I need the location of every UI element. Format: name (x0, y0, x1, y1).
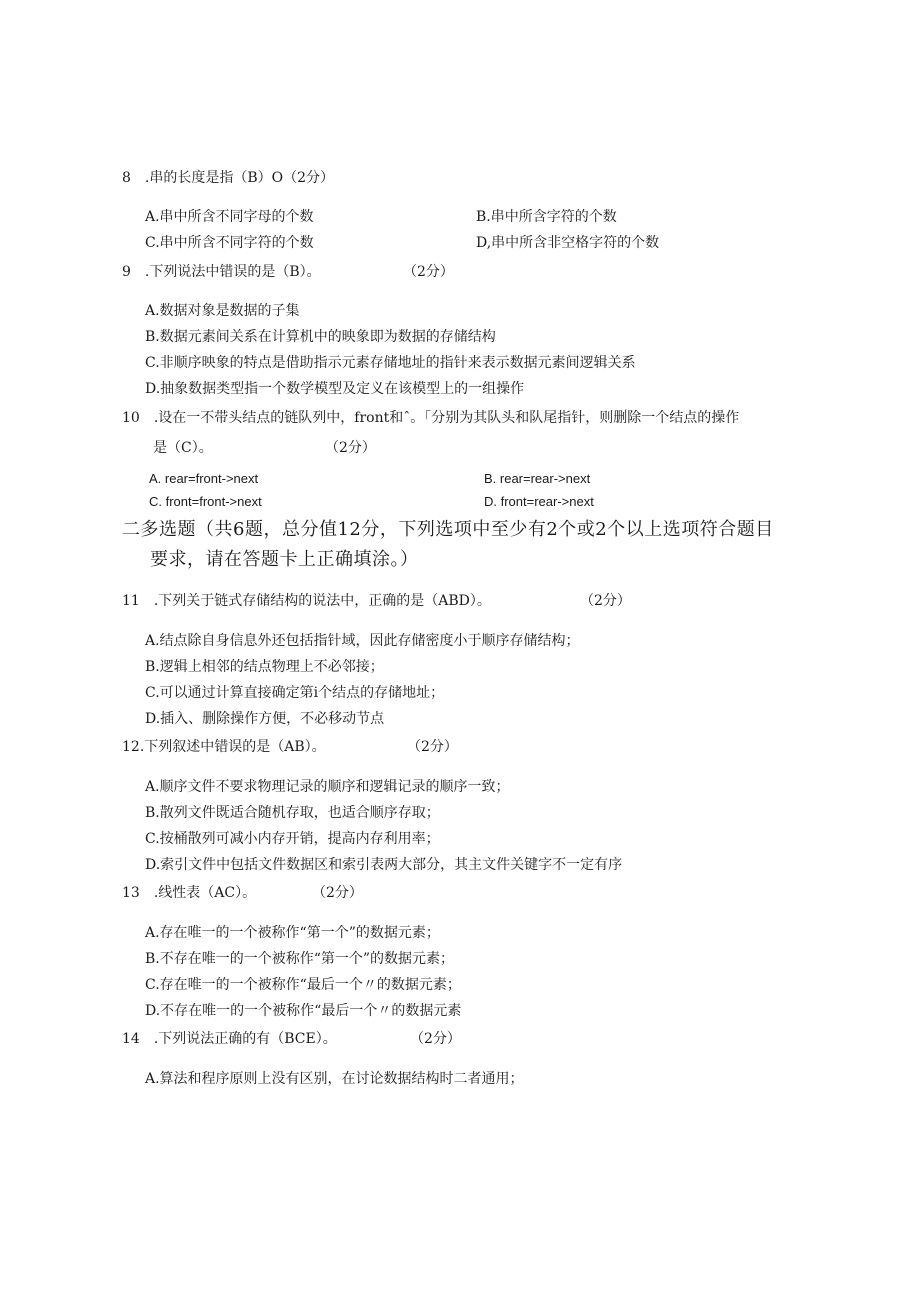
q13-option-a: A.存在唯一的一个被称作“第一个”的数据元素； (145, 925, 440, 941)
q10-stem-line1: 10 .设在一不带头结点的链队列中，front和ˆ。「分别为其队头和队尾指针，则删除一个结点的操作 (122, 410, 740, 426)
q13-option-d: D.不存在唯一的一个被称作“最后一个〃的数据元素 (145, 1003, 462, 1019)
q14-stem: 14 .下列说法正确的有（BCE）。 (122, 1031, 337, 1047)
q11-option-a: A.结点除自身信息外还包括指针域，因此存储密度小于顺序存储结构； (145, 633, 580, 649)
q8-option-b: B.串中所含字符的个数 (476, 209, 617, 225)
q11-score: （2分） (580, 593, 631, 609)
q8-option-d: D,串中所含非空格字符的个数 (476, 235, 660, 251)
q11-option-c: C.可以通过计算直接确定第i个结点的存储地址； (145, 685, 445, 701)
q8-stem: 8 .串的长度是指（B）O（2分） (122, 170, 335, 186)
q14-option-a: A.算法和程序原则上没有区别，在讨论数据结构时二者通用； (145, 1071, 524, 1087)
q8-option-a: A.串中所含不同字母的个数 (145, 209, 314, 225)
q10-option-c: C. front=front->next (149, 494, 262, 509)
q12-option-b: B.散列文件既适合随机存取，也适合顺序存取； (145, 805, 440, 821)
q9-option-a: A.数据对象是数据的子集 (145, 303, 300, 319)
q13-option-b: B.不存在唯一的一个被称作“第一个”的数据元素； (145, 951, 455, 967)
q12-stem: 12.下列叙述中错误的是（AB）。 (122, 739, 326, 755)
q12-option-c: C.按桶散列可减小内存开销，提高内存利用率； (145, 831, 440, 847)
q13-stem: 13 .线性表（AC）。 (122, 885, 257, 901)
q10-option-a: A. rear=front->next (149, 471, 259, 486)
q11-stem: 11 .下列关于链式存储结构的说法中，正确的是（ABD）。 (122, 593, 491, 609)
q10-stem-line2: 是（C）。 (153, 440, 213, 456)
q11-option-b: B.逻辑上相邻的结点物理上不必邻接； (145, 659, 384, 675)
q9-stem: 9 .下列说法中错误的是（B）。 (122, 264, 321, 280)
q8-option-c: C.串中所含不同字符的个数 (145, 235, 314, 251)
section-2-heading-line1: 二多选题（共6题，总分值12分，下列选项中至少有2个或2个以上选项符合题目 (122, 519, 774, 540)
q9-option-b: B.数据元素间关系在计算机中的映象即为数据的存储结构 (145, 329, 496, 345)
q13-option-c: C.存在唯一的一个被称作“最后一个〃的数据元素； (145, 977, 461, 993)
q12-option-a: A.顺序文件不要求物理记录的顺序和逻辑记录的顺序一致； (145, 779, 510, 795)
q12-option-d: D.索引文件中包括文件数据区和索引表两大部分，其主文件关键字不一定有序 (145, 857, 623, 873)
q10-option-d: D. front=rear->next (484, 494, 594, 509)
q11-option-d: D.插入、删除操作方便，不必移动节点 (145, 711, 385, 727)
section-2-heading-line2: 要求，请在答题卡上正确填涂。） (150, 549, 419, 570)
q9-option-d: D.抽象数据类型指一个数学模型及定义在该模型上的一组操作 (145, 381, 525, 397)
q10-option-b: B. rear=rear->next (484, 471, 591, 486)
q13-score: （2分） (312, 885, 363, 901)
q9-option-c: C.非顺序映象的特点是借助指示元素存储地址的指针来表示数据元素间逻辑关系 (145, 355, 636, 371)
q10-score: （2分） (325, 440, 376, 456)
q14-score: （2分） (410, 1031, 461, 1047)
q9-score: （2分） (403, 264, 454, 280)
q12-score: （2分） (407, 739, 458, 755)
